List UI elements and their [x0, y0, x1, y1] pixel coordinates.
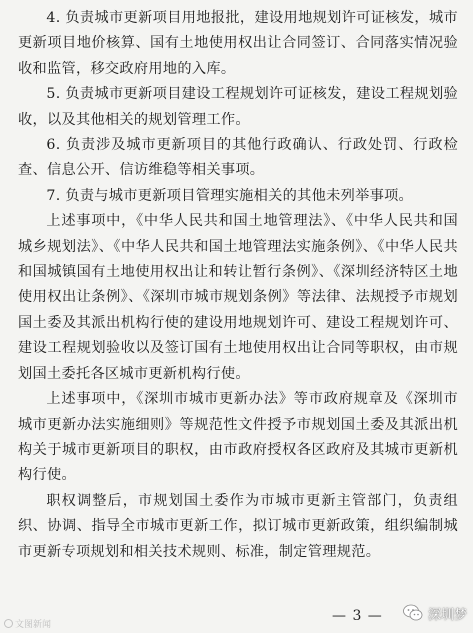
account-watermark-text: 深圳梦: [427, 607, 467, 623]
document-body: [18, 6, 458, 565]
paragraph-item-5: 5. 负责城市更新项目建设工程规划许可证核发，建设工程规划验收，以及其他相关的规划管理工作。: [18, 86, 458, 128]
paragraph-item-7: 7. 负责与城市更新项目管理实施相关的其他未列举事项。: [46, 187, 414, 204]
paragraph-post-adjustment: 职权调整后，市规划国土委作为市城市更新主管部门，负责组织、协调、指导全市城市更新工作，拟订城市更新政策，组织编制城市更新专项规划和相关技术规则、标准，制定管理规范。: [18, 492, 458, 560]
paragraph-regulation-delegation: 上述事项中，《深圳市城市更新办法》等市政府规章及《深圳市城市更新办法实施细则》等规范性文件授予市规划国土委及其派出机构关于城市更新项目的职权，由市政府授权各区政府及其城市更新机构行使。: [18, 391, 458, 484]
paragraph-law-delegation: 上述事项中，《中华人民共和国土地管理法》、《中华人民共和国城乡规划法》、《中华人民共和国土地管理法实施条例》、《中华人民共和国城镇国有土地使用权出让和转让暂行条例》、《深圳经济特区土地使用权出让条例》、《深圳市城市规划条例》等法律、法规授予市规划国土委及其派出机构行使的建设用地规划许可、建设工程规划许可、建设工程规划验收以及签订国有土地使用权出让合同等职权，由市规划国土委托各区城市更新机构行使。: [18, 213, 458, 382]
paragraph-item-6: 6. 负责涉及城市更新项目的其他行政确认、行政处罚、行政检查、信息公开、信访维稳等相关事项。: [18, 137, 458, 179]
account-watermark: [402, 602, 467, 624]
paragraph-item-4: 4. 负责城市更新项目用地报批，建设用地规划许可证核发，城市更新项目地价核算、国有土地使用权出让合同签订、合同落实情况验收和监管，移交政府用地的入库。: [18, 10, 458, 77]
page-number: — 3 —: [332, 608, 383, 624]
source-watermark: [4, 617, 51, 630]
source-watermark-text: 文图新闻: [15, 620, 52, 630]
wechat-icon: [402, 602, 424, 624]
page-footer: [0, 600, 473, 633]
circle-logo-icon: [4, 619, 13, 628]
